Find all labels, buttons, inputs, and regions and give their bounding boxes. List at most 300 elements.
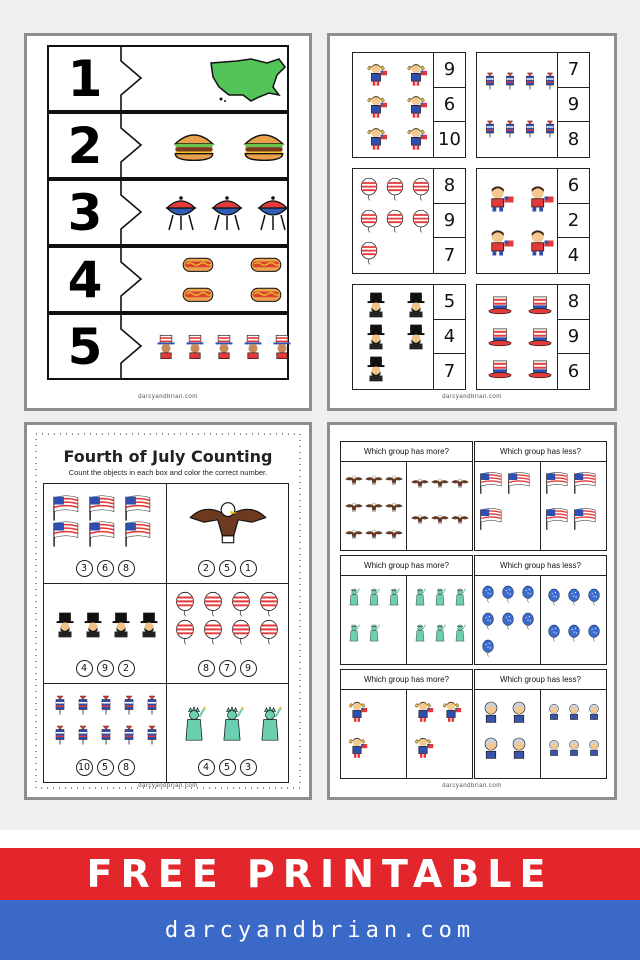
puzzle-cut-line (119, 248, 149, 311)
american-flag-picture (50, 494, 82, 522)
striped-balloon-icon (256, 619, 282, 645)
bald-eagle-icon (188, 494, 268, 548)
firework-rocket-icon (481, 61, 499, 101)
usa-map-icon (207, 53, 287, 105)
number-option[interactable]: 9 (434, 53, 465, 88)
compare-question: Which group has less? (475, 556, 606, 576)
american-flag-picture (479, 468, 503, 498)
firework-rocket-icon (501, 61, 519, 101)
answer-circle[interactable]: 7 (219, 660, 236, 677)
firework-rocket-icon (521, 109, 539, 149)
uncle-sam-kid-picture (211, 327, 237, 367)
american-flag-icon (50, 494, 82, 522)
answer-choices (44, 660, 166, 677)
striped-balloon-icon (409, 175, 433, 203)
worksheet-instructions: Count the objects in each box and color the correct number. (68, 468, 268, 477)
page-footer: darcyandbrian.com (138, 394, 198, 400)
firework-rocket-picture (521, 61, 539, 101)
number-options (557, 169, 589, 273)
star-balloon-icon (479, 636, 497, 660)
uncle-sam-kid-icon (211, 327, 237, 367)
statue-of-liberty-picture (451, 582, 469, 612)
uncle-sam-kid-picture (153, 327, 179, 367)
counting-cell (44, 484, 166, 583)
cell-picture-group (44, 683, 166, 756)
statue-of-liberty-icon (411, 618, 429, 648)
girl-with-flag-icon (345, 732, 369, 762)
group-left[interactable] (475, 462, 541, 550)
number-option[interactable]: 6 (558, 169, 589, 204)
firework-rocket-picture (521, 109, 539, 149)
answer-circle[interactable]: 5 (219, 560, 236, 577)
bald-eagle-icon (385, 495, 403, 519)
striped-balloon-icon (228, 619, 254, 645)
clip-card (476, 284, 590, 390)
american-flag-picture (545, 468, 569, 498)
grill-icon (253, 190, 293, 234)
answer-choices (166, 660, 288, 677)
boy-with-flag-picture (485, 181, 515, 215)
answer-circle[interactable]: 1 (240, 560, 257, 577)
firework-rocket-picture (142, 721, 162, 749)
george-washington-picture (479, 732, 503, 762)
firework-rocket-picture (73, 691, 93, 719)
compare-card (474, 669, 607, 779)
firework-rocket-picture (73, 721, 93, 749)
grill-picture (161, 190, 201, 234)
american-flag-icon (573, 504, 597, 534)
american-flag-picture (122, 494, 154, 522)
star-balloon-icon (519, 582, 537, 606)
star-balloon-icon (499, 609, 517, 633)
puzzle-piece-row[interactable] (47, 112, 289, 179)
striped-balloon-picture (256, 591, 282, 617)
bald-eagle-picture (365, 495, 383, 519)
counting-cell (166, 583, 288, 682)
striped-balloon-icon (228, 591, 254, 617)
star-balloon-icon (545, 582, 563, 612)
bald-eagle-picture (385, 522, 403, 546)
number-option[interactable]: 9 (558, 88, 589, 123)
abraham-lincoln-icon (403, 291, 429, 319)
website-banner[interactable] (0, 900, 640, 960)
number-option[interactable]: 5 (434, 285, 465, 320)
group-left[interactable] (341, 576, 407, 664)
hot-dog-picture (239, 280, 293, 308)
star-balloon-icon (479, 582, 497, 606)
group-left[interactable] (475, 690, 541, 778)
counting-cell (44, 683, 166, 782)
star-balloon-picture (585, 618, 603, 648)
card-picture-group (477, 169, 557, 273)
group-right[interactable] (407, 690, 473, 778)
bald-eagle-picture (451, 468, 469, 498)
bald-eagle-icon (345, 522, 363, 546)
abraham-lincoln-picture (403, 291, 429, 319)
compare-question: Which group has more? (341, 556, 472, 576)
page-footer: darcyandbrian.com (138, 783, 198, 789)
bald-eagle-picture (411, 468, 429, 498)
george-washington-icon (479, 732, 503, 762)
cell-picture-group (166, 683, 288, 756)
george-washington-icon (585, 696, 603, 726)
firework-rocket-icon (481, 109, 499, 149)
abraham-lincoln-icon (363, 355, 389, 383)
group-right[interactable] (407, 576, 473, 664)
answer-circle[interactable]: 9 (97, 660, 114, 677)
george-washington-picture (545, 732, 563, 762)
answer-choices (166, 759, 288, 776)
number-puzzle-page (24, 33, 312, 411)
abraham-lincoln-icon (52, 605, 78, 645)
star-balloon-icon (545, 618, 563, 648)
american-flag-icon (86, 494, 118, 522)
bald-eagle-icon (451, 468, 469, 498)
group-right[interactable] (407, 462, 473, 550)
puzzle-piece-row[interactable] (47, 246, 289, 313)
star-balloon-picture (519, 609, 537, 633)
boy-with-flag-picture (485, 225, 515, 259)
card-picture-group (353, 169, 433, 273)
hot-dog-icon (239, 250, 293, 278)
statue-of-liberty-icon (176, 699, 212, 749)
firework-rocket-picture (96, 721, 116, 749)
girl-with-flag-picture (363, 91, 389, 121)
uncle-sam-kid-icon (182, 327, 208, 367)
uncle-sam-hat-icon (527, 355, 553, 385)
uncle-sam-kid-picture (240, 327, 266, 367)
hot-dog-icon (171, 250, 225, 278)
striped-balloon-icon (357, 175, 381, 203)
answer-circle[interactable]: 4 (198, 759, 215, 776)
star-balloon-picture (499, 582, 517, 606)
number-option[interactable]: 9 (558, 320, 589, 355)
star-balloon-picture (479, 582, 497, 606)
bald-eagle-icon (385, 522, 403, 546)
bald-eagle-icon (451, 504, 469, 534)
puzzle-number: 4 (67, 250, 103, 309)
american-flag-icon (122, 520, 154, 548)
firework-rocket-icon (96, 691, 116, 719)
bald-eagle-picture (188, 494, 268, 548)
website-link[interactable]: darcyandbrian.com (164, 917, 476, 943)
number-option[interactable]: 8 (558, 285, 589, 320)
girl-with-flag-picture (411, 732, 435, 762)
girl-with-flag-picture (403, 59, 429, 89)
american-flag-picture (122, 520, 154, 548)
clip-card (352, 284, 466, 390)
hot-dog-picture (171, 250, 225, 278)
answer-choices (44, 759, 166, 776)
striped-balloon-picture (409, 207, 433, 235)
girl-with-flag-icon (439, 696, 463, 726)
firework-rocket-icon (96, 721, 116, 749)
boy-with-flag-picture (525, 181, 555, 215)
george-washington-picture (565, 732, 583, 762)
girl-with-flag-icon (363, 59, 389, 89)
number-option[interactable]: 2 (558, 204, 589, 239)
number-option[interactable]: 7 (558, 53, 589, 88)
american-flag-icon (122, 494, 154, 522)
american-flag-picture (86, 520, 118, 548)
firework-rocket-picture (50, 721, 70, 749)
puzzle-number: 1 (67, 49, 103, 108)
cell-picture-group (166, 583, 288, 656)
bald-eagle-icon (411, 504, 429, 534)
abraham-lincoln-picture (363, 291, 389, 319)
george-washington-picture (585, 732, 603, 762)
uncle-sam-kid-picture (182, 327, 208, 367)
puzzle-piece-row[interactable] (47, 313, 289, 380)
abraham-lincoln-picture (108, 605, 134, 645)
firework-rocket-picture (481, 61, 499, 101)
puzzle-picture-group (149, 114, 283, 177)
number-option[interactable]: 4 (434, 320, 465, 355)
abraham-lincoln-picture (403, 323, 429, 351)
star-balloon-picture (519, 582, 537, 606)
star-balloon-picture (585, 582, 603, 612)
hot-dog-icon (171, 280, 225, 308)
number-options (433, 285, 465, 389)
striped-balloon-picture (357, 239, 381, 267)
george-washington-picture (545, 696, 563, 726)
statue-of-liberty-picture (252, 699, 288, 749)
star-balloon-picture (479, 636, 497, 660)
american-flag-picture (479, 504, 503, 534)
statue-of-liberty-picture (176, 699, 212, 749)
hamburger-icon (235, 124, 293, 168)
answer-circle[interactable]: 5 (219, 759, 236, 776)
george-washington-icon (545, 732, 563, 762)
statue-of-liberty-icon (345, 618, 363, 648)
uncle-sam-hat-icon (527, 323, 553, 353)
uncle-sam-hat-picture (527, 291, 553, 321)
group-right[interactable] (541, 462, 607, 550)
bald-eagle-picture (411, 504, 429, 534)
firework-rocket-picture (119, 721, 139, 749)
statue-of-liberty-picture (214, 699, 250, 749)
abraham-lincoln-icon (403, 323, 429, 351)
statue-of-liberty-icon (345, 582, 363, 612)
number-option[interactable]: 9 (434, 204, 465, 239)
compare-question: Which group has less? (475, 442, 606, 462)
george-washington-icon (585, 732, 603, 762)
statue-of-liberty-icon (451, 618, 469, 648)
bald-eagle-picture (365, 468, 383, 492)
abraham-lincoln-picture (363, 355, 389, 383)
girl-with-flag-icon (403, 91, 429, 121)
uncle-sam-hat-picture (487, 355, 513, 385)
grill-picture (253, 190, 293, 234)
answer-circle[interactable]: 8 (118, 759, 135, 776)
firework-rocket-icon (73, 691, 93, 719)
striped-balloon-icon (383, 207, 407, 235)
statue-of-liberty-picture (431, 618, 449, 648)
uncle-sam-hat-icon (527, 291, 553, 321)
george-washington-picture (507, 732, 531, 762)
statue-of-liberty-picture (345, 582, 363, 612)
answer-circle[interactable]: 3 (76, 560, 93, 577)
answer-circle[interactable]: 2 (198, 560, 215, 577)
answer-circle[interactable]: 8 (118, 560, 135, 577)
hot-dog-icon (239, 280, 293, 308)
group-left[interactable] (341, 462, 407, 550)
number-option[interactable]: 10 (438, 129, 461, 151)
firework-rocket-icon (501, 109, 519, 149)
compare-card (340, 555, 473, 665)
striped-balloon-icon (256, 591, 282, 617)
puzzle-piece-row[interactable] (47, 179, 289, 246)
counting-cell (44, 583, 166, 682)
hamburger-picture (165, 124, 223, 168)
compare-card (474, 441, 607, 551)
puzzle-cut-line (119, 315, 149, 378)
compare-question: Which group has more? (341, 442, 472, 462)
number-option[interactable]: 8 (434, 169, 465, 204)
star-balloon-icon (479, 609, 497, 633)
american-flag-picture (573, 468, 597, 498)
star-balloon-icon (499, 582, 517, 606)
statue-of-liberty-icon (365, 618, 383, 648)
group-left[interactable] (475, 576, 541, 664)
uncle-sam-hat-picture (527, 355, 553, 385)
star-balloon-icon (585, 618, 603, 648)
abraham-lincoln-icon (136, 605, 162, 645)
abraham-lincoln-picture (136, 605, 162, 645)
compare-question: Which group has less? (475, 670, 606, 690)
group-right[interactable] (541, 690, 607, 778)
abraham-lincoln-icon (363, 291, 389, 319)
compare-groups-page (327, 422, 617, 800)
answer-circle[interactable]: 9 (240, 660, 257, 677)
firework-rocket-icon (119, 691, 139, 719)
number-option[interactable]: 6 (434, 88, 465, 123)
girl-with-flag-icon (363, 91, 389, 121)
girl-with-flag-icon (345, 696, 369, 726)
bald-eagle-picture (345, 522, 363, 546)
puzzle-number: 3 (67, 183, 103, 242)
counting-cell (166, 683, 288, 782)
answer-choices (166, 560, 288, 577)
uncle-sam-hat-icon (487, 355, 513, 385)
striped-balloon-picture (172, 591, 198, 617)
girl-with-flag-icon (403, 59, 429, 89)
girl-with-flag-picture (411, 696, 435, 726)
firework-rocket-icon (521, 61, 539, 101)
george-washington-icon (507, 732, 531, 762)
bald-eagle-icon (365, 495, 383, 519)
answer-circle[interactable]: 3 (240, 759, 257, 776)
striped-balloon-picture (200, 619, 226, 645)
cell-picture-group (44, 583, 166, 656)
puzzle-piece-row[interactable] (47, 45, 289, 112)
striped-balloon-picture (228, 591, 254, 617)
bald-eagle-picture (365, 522, 383, 546)
american-flag-icon (50, 520, 82, 548)
uncle-sam-hat-picture (487, 323, 513, 353)
number-options (433, 53, 465, 157)
firework-rocket-icon (73, 721, 93, 749)
card-picture-group (477, 53, 557, 157)
american-flag-picture (50, 520, 82, 548)
number-option[interactable]: 7 (443, 245, 456, 267)
answer-circle[interactable]: 4 (76, 660, 93, 677)
abraham-lincoln-icon (108, 605, 134, 645)
puzzle-cut-line (119, 47, 149, 110)
statue-of-liberty-picture (345, 618, 363, 648)
statue-of-liberty-picture (431, 582, 449, 612)
uncle-sam-kid-picture (269, 327, 295, 367)
firework-rocket-picture (501, 61, 519, 101)
number-options (557, 285, 589, 389)
striped-balloon-picture (383, 207, 407, 235)
bald-eagle-icon (411, 468, 429, 498)
statue-of-liberty-icon (252, 699, 288, 749)
star-balloon-icon (565, 618, 583, 648)
answer-circle[interactable]: 6 (97, 560, 114, 577)
firework-rocket-icon (50, 721, 70, 749)
bald-eagle-icon (365, 468, 383, 492)
number-options (557, 53, 589, 157)
girl-with-flag-picture (345, 732, 369, 762)
girl-with-flag-picture (403, 123, 429, 153)
hot-dog-picture (171, 280, 225, 308)
puzzle-number: 2 (67, 116, 103, 175)
group-left[interactable] (341, 690, 407, 778)
american-flag-picture (573, 504, 597, 534)
answer-circle[interactable]: 2 (118, 660, 135, 677)
page-footer: darcyandbrian.com (442, 394, 502, 400)
star-balloon-picture (565, 582, 583, 612)
statue-of-liberty-icon (431, 618, 449, 648)
striped-balloon-icon (200, 619, 226, 645)
group-right[interactable] (541, 576, 607, 664)
clip-card (352, 52, 466, 158)
bald-eagle-picture (345, 495, 363, 519)
answer-circle[interactable]: 5 (97, 759, 114, 776)
statue-of-liberty-icon (385, 582, 403, 612)
hamburger-picture (235, 124, 293, 168)
striped-balloon-picture (256, 619, 282, 645)
statue-of-liberty-picture (365, 582, 383, 612)
number-option[interactable]: 6 (567, 361, 580, 383)
star-balloon-picture (545, 582, 563, 612)
compare-card (340, 669, 473, 779)
puzzle-picture-group (149, 315, 283, 378)
firework-rocket-picture (501, 109, 519, 149)
star-balloon-icon (585, 582, 603, 612)
statue-of-liberty-picture (411, 618, 429, 648)
statue-of-liberty-icon (451, 582, 469, 612)
number-option[interactable]: 4 (567, 245, 580, 267)
striped-balloon-picture (357, 175, 381, 203)
cell-picture-group (44, 484, 166, 557)
abraham-lincoln-icon (363, 323, 389, 351)
abraham-lincoln-icon (80, 605, 106, 645)
statue-of-liberty-picture (385, 582, 403, 612)
george-washington-icon (565, 732, 583, 762)
statue-of-liberty-icon (411, 582, 429, 612)
answer-circle[interactable]: 10 (76, 759, 93, 776)
answer-circle[interactable]: 8 (198, 660, 215, 677)
number-option[interactable]: 8 (567, 129, 580, 151)
uncle-sam-hat-icon (487, 323, 513, 353)
star-balloon-picture (545, 618, 563, 648)
statue-of-liberty-icon (365, 582, 383, 612)
number-option[interactable]: 7 (443, 361, 456, 383)
star-balloon-icon (565, 582, 583, 612)
clip-card (352, 168, 466, 274)
